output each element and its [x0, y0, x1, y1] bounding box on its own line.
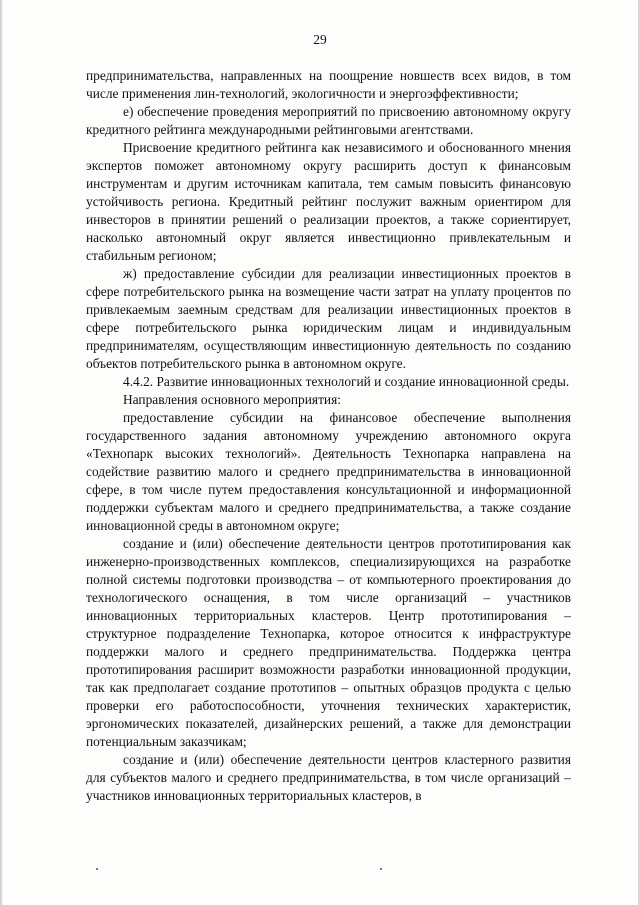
scan-edge-left [0, 0, 3, 905]
paragraph-4: ж) предоставление субсидии для реализации инвестиционных проектов в сфере потребительского рынка на возмещение части затрат на уплату процентов по привлекаемым заемным средствам для реализации инвестиционных проектов в сфере потребительского рынка юридическим лицам и индивидуальным предпринимателям, осуществляющим инвестиционную деятельность по созданию объектов потребительского рынка в автономном округе. [86, 266, 571, 371]
paragraph-2: е) обеспечение проведения мероприятий по присвоению автономному округу кредитного рейтинга международными рейтинговыми агентствами. [86, 104, 571, 137]
paragraph-3: Присвоение кредитного рейтинга как независимого и обоснованного мнения экспертов поможет автономному округу расширить доступ к финансовым инструментам и другим источникам капитала, тем самым повысить финансовую устойчивость региона. Кредитный рейтинг послужит важным ориентиром для инвесторов в принятии решений о реализации проектов, а также сориентирует, насколько автономный округ является инвестиционно привлекательным и стабильным регионом; [86, 140, 571, 263]
body-text [86, 67, 571, 805]
paragraph-1: предпринимательства, направленных на поощрение новшеств всех видов, в том числе применения лин-технологий, экологичности и энергоэффективности; [86, 68, 571, 101]
paragraph-6: Направления основного мероприятия: [123, 392, 341, 407]
scan-speck-left [96, 868, 98, 870]
paragraph-9: создание и (или) обеспечение деятельности центров кластерного развития для субъектов малого и среднего предпринимательства, в том числе организаций – участников инновационных территориальных кластеров, в [86, 752, 571, 803]
section-heading: 4.4.2. Развитие инновационных технологий и создание инновационной среды. [123, 374, 570, 389]
paragraph-8: создание и (или) обеспечение деятельности центров прототипирования как инженерно-производственных комплексов, специализирующихся на разработке полной системы подготовки производства – от компьютерного проектирования до технологического оснащения, в том числе организаций – участников инновационных территориальных кластеров. Центр прототипирования – структурное подразделение Технопарка, которое относится к инфраструктуре поддержки малого и среднего предпринимательства. Поддержка центра прототипирования расширит возможности разработки инновационной продукции, так как предполагает создание прототипов – опытных образцов продукта с целью проверки его работоспособности, уточнения технических характеристик, эргономических показателей, дизайнерских решений, а также для демонстрации потенциальным заказчикам; [86, 536, 571, 749]
scan-speck-right [380, 868, 382, 870]
paragraph-7: предоставление субсидии на финансовое обеспечение выполнения государственного задания автономному учреждению автономного округа «Технопарк высоких технологий». Деятельность Технопарка направлена на содействие развитию малого и среднего предпринимательства в инновационной сфере, в том числе путем предоставления консультационной и информационной поддержки субъектам малого и среднего предпринимательства, а также создание инновационной среды в автономном округе; [86, 410, 571, 533]
page-number: 29 [313, 32, 327, 47]
